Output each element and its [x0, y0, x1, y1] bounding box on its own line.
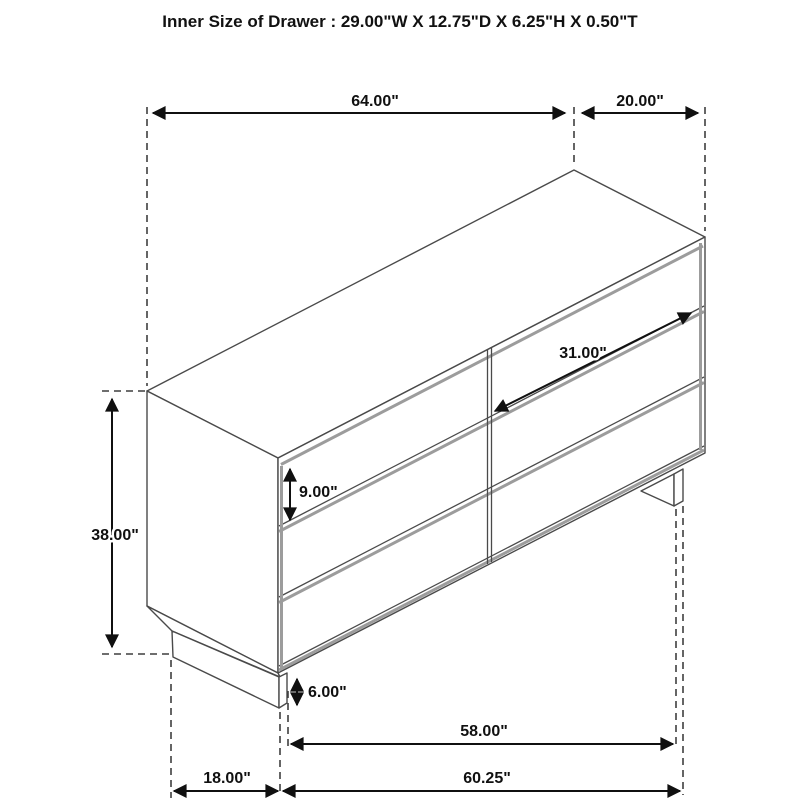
dim-side-depth-bottom	[174, 770, 278, 791]
right-leg-front	[674, 469, 683, 506]
dim-label-overall-height: 38.00"	[91, 527, 139, 544]
dim-label-drawer-inner-width: 31.00"	[559, 345, 607, 362]
dim-overall-height	[91, 399, 139, 647]
base-plinth-front-corner	[279, 673, 287, 708]
dim-label-base-height: 6.00"	[308, 684, 347, 701]
dim-label-top-depth: 20.00"	[616, 93, 664, 110]
dim-top-width	[153, 93, 565, 113]
dim-label-bottom-width-overall: 60.25"	[463, 770, 511, 787]
dim-bottom-width-inner	[291, 723, 673, 744]
dim-bottom-width-overall	[283, 770, 680, 791]
dim-label-drawer-front-height: 9.00"	[299, 484, 338, 501]
dim-label-top-width: 64.00"	[351, 93, 399, 110]
dim-top-depth	[582, 93, 698, 113]
dim-label-bottom-width-inner: 58.00"	[460, 723, 508, 740]
dim-label-side-depth-bottom: 18.00"	[203, 770, 251, 787]
dim-base-height	[297, 679, 347, 705]
dresser-drawing	[147, 170, 705, 708]
diagram-title: Inner Size of Drawer : 29.00"W X 12.75"D X 6.25"H X 0.50"T	[162, 12, 638, 31]
